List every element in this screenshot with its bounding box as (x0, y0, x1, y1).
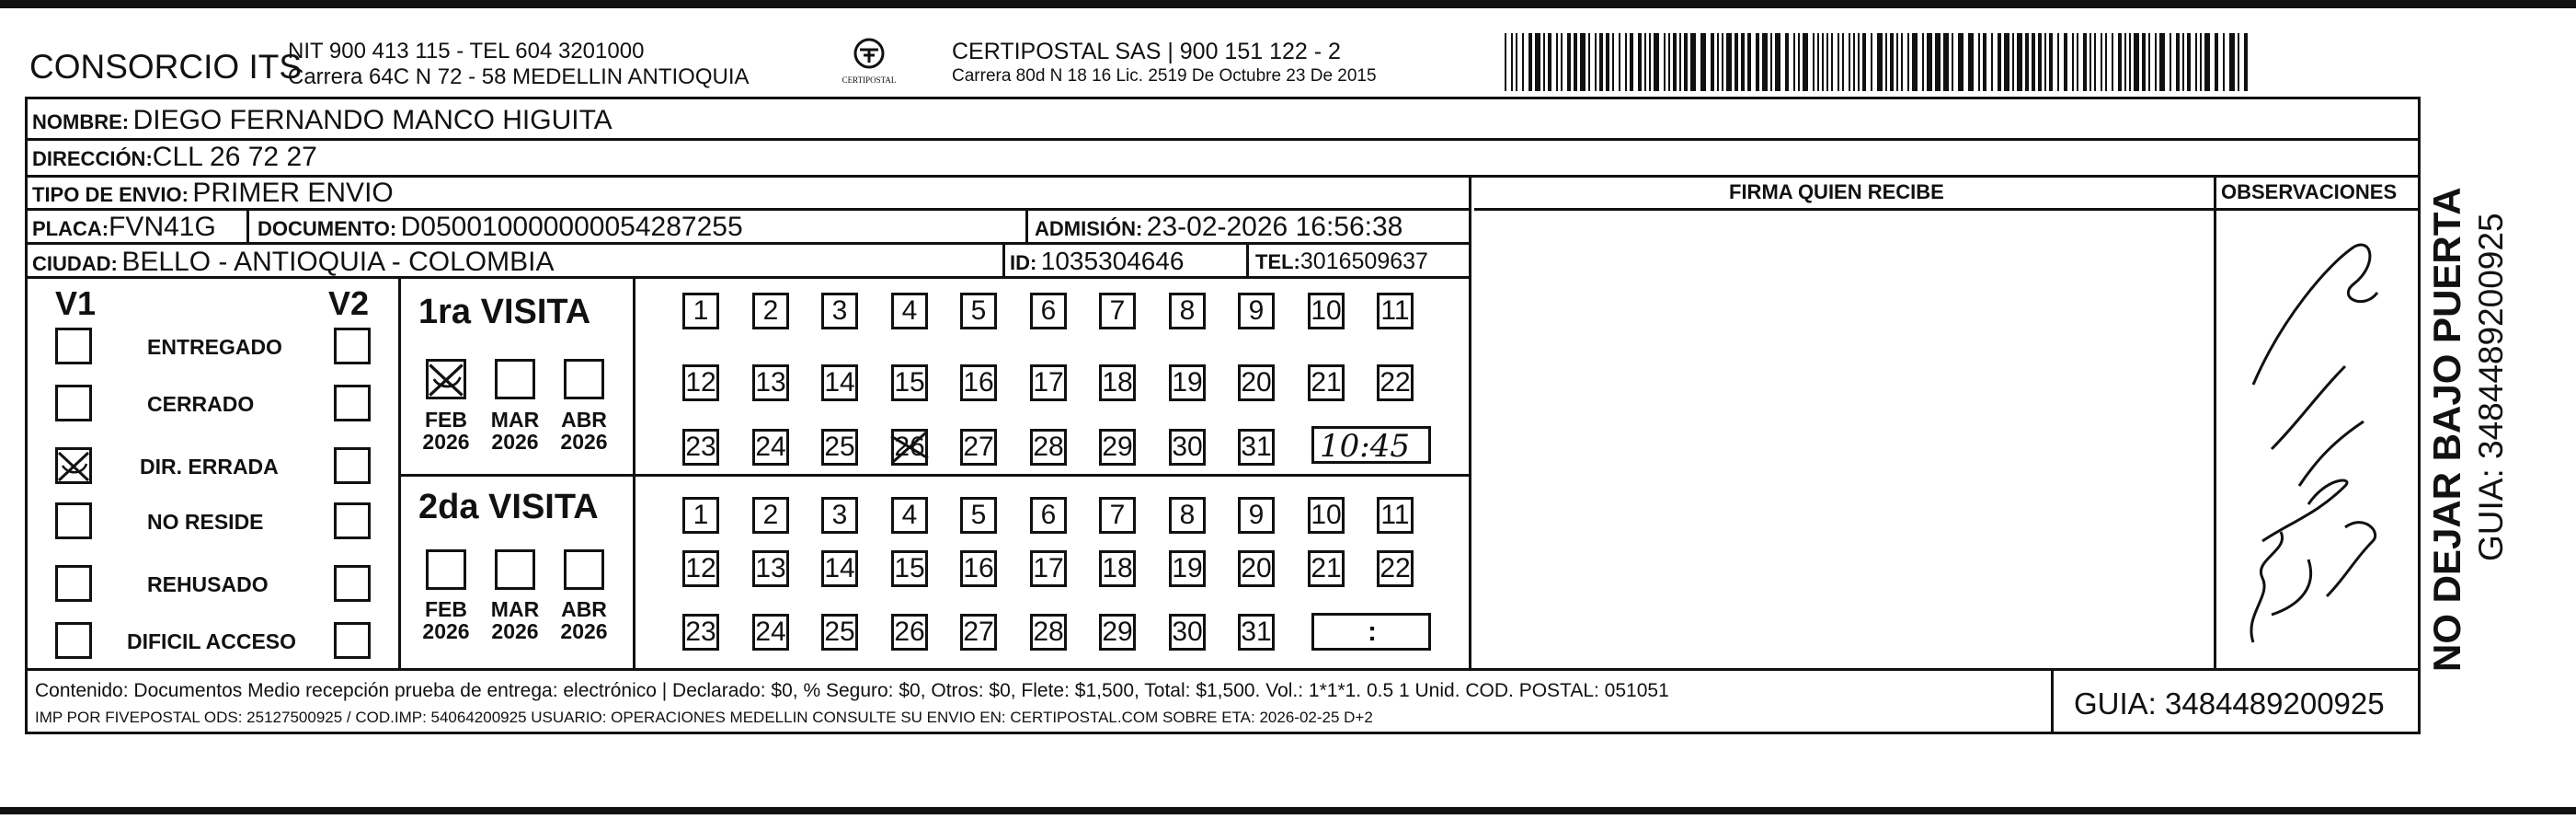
v2-label: V2 (328, 284, 370, 322)
barcode (1505, 33, 2250, 91)
firma-header: FIRMA QUIEN RECIBE (1729, 180, 1944, 203)
reason-label: DIFICIL ACCESO (127, 629, 297, 653)
first-visit-day-30[interactable]: 30 (1169, 429, 1206, 466)
id-value: 1035304646 (1040, 247, 1185, 275)
rule (1246, 242, 1249, 276)
first-visit-day-25[interactable]: 25 (821, 429, 858, 466)
first-visit-day-12[interactable]: 12 (682, 364, 719, 401)
rule (1025, 208, 1028, 242)
v1-checkbox[interactable] (55, 565, 92, 602)
certipostal-line2: Carrera 80d N 18 16 Lic. 2519 De Octubre 23 De 2015 (952, 66, 1377, 86)
company-name: CONSORCIO ITS (29, 48, 303, 86)
first-visit-day-23[interactable]: 23 (682, 429, 719, 466)
first-visit-day-6[interactable]: 6 (1030, 293, 1067, 329)
first-visit-month-checkbox[interactable] (495, 359, 535, 399)
second-visit-day-27[interactable]: 27 (960, 614, 997, 651)
documento-label: DOCUMENTO: (258, 217, 397, 240)
ciudad-value: BELLO - ANTIOQUIA - COLOMBIA (121, 247, 555, 277)
second-visit-day-8[interactable]: 8 (1169, 497, 1206, 534)
observaciones-header: OBSERVACIONES (2221, 180, 2398, 203)
admision-label: ADMISIÓN: (1035, 217, 1143, 240)
first-visit-month-label: ABR 2026 (560, 408, 608, 455)
rule (398, 276, 401, 668)
id-label: ID: (1010, 251, 1037, 274)
second-visit-day-7[interactable]: 7 (1099, 497, 1136, 534)
first-visit-day-8[interactable]: 8 (1169, 293, 1206, 329)
v1-checkbox[interactable] (55, 622, 92, 659)
first-visit-day-2[interactable]: 2 (752, 293, 789, 329)
tipo-label: TIPO DE ENVIO: (32, 183, 189, 206)
nit-line: NIT 900 413 115 - TEL 604 3201000 (288, 39, 645, 63)
first-visit-day-11[interactable]: 11 (1377, 293, 1414, 329)
first-visit-time: 10:45 (1320, 428, 1410, 465)
tel-value: 3016509637 (1299, 248, 1428, 274)
reason-label: ENTREGADO (147, 335, 282, 359)
second-visit-day-25[interactable]: 25 (821, 614, 858, 651)
second-visit-month-checkbox[interactable] (426, 549, 466, 590)
second-visit-day-29[interactable]: 29 (1099, 614, 1136, 651)
second-visit-day-31[interactable]: 31 (1238, 614, 1275, 651)
footer-contenido: Contenido: Documentos Medio recepción prueba de entrega: electrónico | Declarado: $0, % Seguro: $0, Otros: $0, Flete: $1,500, Total: $1,500. Vol.: 1*1*1. 0.5 1 Unid. COD. POSTAL: 051051 (35, 680, 1669, 701)
second-visit-day-9[interactable]: 9 (1238, 497, 1275, 534)
first-visit-day-9[interactable]: 9 (1238, 293, 1275, 329)
second-visit-day-6[interactable]: 6 (1030, 497, 1067, 534)
second-visit-time-box (1311, 613, 1431, 651)
second-visit-day-16[interactable]: 16 (960, 550, 997, 587)
no-dejar-warning: NO DEJAR BAJO PUERTA (2425, 187, 2468, 672)
first-visit-month-label: MAR 2026 (490, 408, 540, 455)
second-visit-day-4[interactable]: 4 (891, 497, 928, 534)
reason-label: REHUSADO (147, 572, 269, 596)
v1-checkbox[interactable] (55, 328, 92, 364)
second-visit-day-22[interactable]: 22 (1377, 550, 1414, 587)
second-visit-month-checkbox[interactable] (495, 549, 535, 590)
v2-checkbox[interactable] (334, 502, 371, 539)
v2-checkbox[interactable] (334, 565, 371, 602)
footer-imp: IMP POR FIVEPOSTAL ODS: 25127500925 / COD.IMP: 54064200925 USUARIO: OPERACIONES MEDELLIN CONSULTE SU ENVIO EN: CERTIPOSTAL.COM SOBRE ETA: 2026-02-25 D+2 (35, 709, 1373, 726)
handwritten-signature (2216, 210, 2417, 666)
first-visit-day-29[interactable]: 29 (1099, 429, 1136, 466)
first-visit-day-13[interactable]: 13 (752, 364, 789, 401)
certipostal-logo (832, 37, 906, 92)
second-visit-day-12[interactable]: 12 (682, 550, 719, 587)
address-line: Carrera 64C N 72 - 58 MEDELLIN ANTIOQUIA (288, 64, 750, 89)
footer-guia: GUIA: 3484489200925 (2074, 686, 2385, 721)
documento-value: D050010000000054287255 (400, 212, 743, 242)
first-visit-day-20[interactable]: 20 (1238, 364, 1275, 401)
first-visit-time-box (1311, 426, 1431, 464)
logo-text: CERTIPOSTAL (841, 75, 897, 85)
second-visit-day-13[interactable]: 13 (752, 550, 789, 587)
v1-label: V1 (55, 284, 97, 322)
first-visit-day-7[interactable]: 7 (1099, 293, 1136, 329)
second-visit-day-20[interactable]: 20 (1238, 550, 1275, 587)
first-visit-day-31[interactable]: 31 (1238, 429, 1275, 466)
first-visit-day-18[interactable]: 18 (1099, 364, 1136, 401)
first-visit-month-checkbox[interactable] (564, 359, 604, 399)
second-visit-day-2[interactable]: 2 (752, 497, 789, 534)
first-visit-day-14[interactable]: 14 (821, 364, 858, 401)
rule (25, 138, 2421, 141)
second-visit-day-3[interactable]: 3 (821, 497, 858, 534)
second-visit-day-1[interactable]: 1 (682, 497, 719, 534)
rule (1002, 242, 1005, 276)
second-visit-day-21[interactable]: 21 (1308, 550, 1345, 587)
nombre-label: NOMBRE: (32, 110, 130, 133)
rule (633, 276, 635, 668)
rule (25, 668, 2421, 671)
v1-checkbox[interactable] (55, 385, 92, 421)
second-visit-month-checkbox[interactable] (564, 549, 604, 590)
second-visit-day-17[interactable]: 17 (1030, 550, 1067, 587)
first-visit-day-21[interactable]: 21 (1308, 364, 1345, 401)
top-border (0, 0, 2576, 8)
first-visit-day-16[interactable]: 16 (960, 364, 997, 401)
first-visit-day-27[interactable]: 27 (960, 429, 997, 466)
second-visit-day-5[interactable]: 5 (960, 497, 997, 534)
v2-checkbox[interactable] (334, 447, 371, 484)
direccion-label: DIRECCIÓN: (32, 147, 153, 170)
tipo-value: PRIMER ENVIO (192, 178, 394, 208)
rule (1469, 175, 1471, 668)
first-visit-day-3[interactable]: 3 (821, 293, 858, 329)
v2-checkbox[interactable] (334, 385, 371, 421)
second-visit-day-28[interactable]: 28 (1030, 614, 1067, 651)
second-visit-month-label: FEB 2026 (422, 597, 470, 644)
first-visit-day-10[interactable]: 10 (1308, 293, 1345, 329)
v2-checkbox[interactable] (334, 328, 371, 364)
first-visit-day-1[interactable]: 1 (682, 293, 719, 329)
v2-checkbox[interactable] (334, 622, 371, 659)
placa-label: PLACA: (32, 217, 109, 240)
second-visit-day-19[interactable]: 19 (1169, 550, 1206, 587)
nombre-value: DIEGO FERNANDO MANCO HIGUITA (132, 105, 613, 135)
first-visit-day-15[interactable]: 15 (891, 364, 928, 401)
second-visit-day-24[interactable]: 24 (752, 614, 789, 651)
second-visit-day-23[interactable]: 23 (682, 614, 719, 651)
first-visit-day-28[interactable]: 28 (1030, 429, 1067, 466)
rule (25, 208, 1469, 211)
bottom-border (0, 807, 2576, 814)
second-visit-day-30[interactable]: 30 (1169, 614, 1206, 651)
reason-label: CERRADO (147, 392, 255, 416)
second-visit-day-26[interactable]: 26 (891, 614, 928, 651)
rule (2051, 668, 2054, 734)
rule (25, 242, 1469, 245)
admision-value: 23-02-2026 16:56:38 (1146, 212, 1403, 242)
first-visit-day-17[interactable]: 17 (1030, 364, 1067, 401)
reason-label: DIR. ERRADA (140, 455, 279, 479)
first-visit-day-5[interactable]: 5 (960, 293, 997, 329)
second-visit-day-18[interactable]: 18 (1099, 550, 1136, 587)
v1-checkbox[interactable] (55, 502, 92, 539)
first-visit-day-24[interactable]: 24 (752, 429, 789, 466)
reason-label: NO RESIDE (147, 510, 264, 534)
second-visit-title: 2da VISITA (418, 488, 599, 526)
side-guia: GUIA: 3484489200925 (2472, 213, 2510, 561)
second-visit-day-10[interactable]: 10 (1308, 497, 1345, 534)
second-visit-day-15[interactable]: 15 (891, 550, 928, 587)
second-visit-month-label: MAR 2026 (490, 597, 540, 644)
rule (398, 474, 1469, 477)
direccion-value: CLL 26 72 27 (152, 142, 317, 172)
second-visit-month-label: ABR 2026 (560, 597, 608, 644)
first-visit-month-checkbox[interactable] (426, 359, 466, 399)
first-visit-day-4[interactable]: 4 (891, 293, 928, 329)
placa-value: FVN41G (109, 212, 216, 242)
first-visit-title: 1ra VISITA (418, 293, 591, 331)
first-visit-day-19[interactable]: 19 (1169, 364, 1206, 401)
v1-checkbox[interactable] (55, 447, 92, 484)
rule (246, 208, 249, 242)
first-visit-day-26[interactable]: 26 (891, 429, 928, 466)
first-visit-day-22[interactable]: 22 (1377, 364, 1414, 401)
second-visit-time: : (1368, 617, 1377, 647)
certipostal-line1: CERTIPOSTAL SAS | 900 151 122 - 2 (952, 39, 1341, 64)
tel-label: TEL: (1255, 250, 1300, 273)
second-visit-day-14[interactable]: 14 (821, 550, 858, 587)
second-visit-day-11[interactable]: 11 (1377, 497, 1414, 534)
rule (2418, 175, 2421, 668)
ciudad-label: CIUDAD: (32, 252, 118, 275)
first-visit-month-label: FEB 2026 (422, 408, 470, 455)
